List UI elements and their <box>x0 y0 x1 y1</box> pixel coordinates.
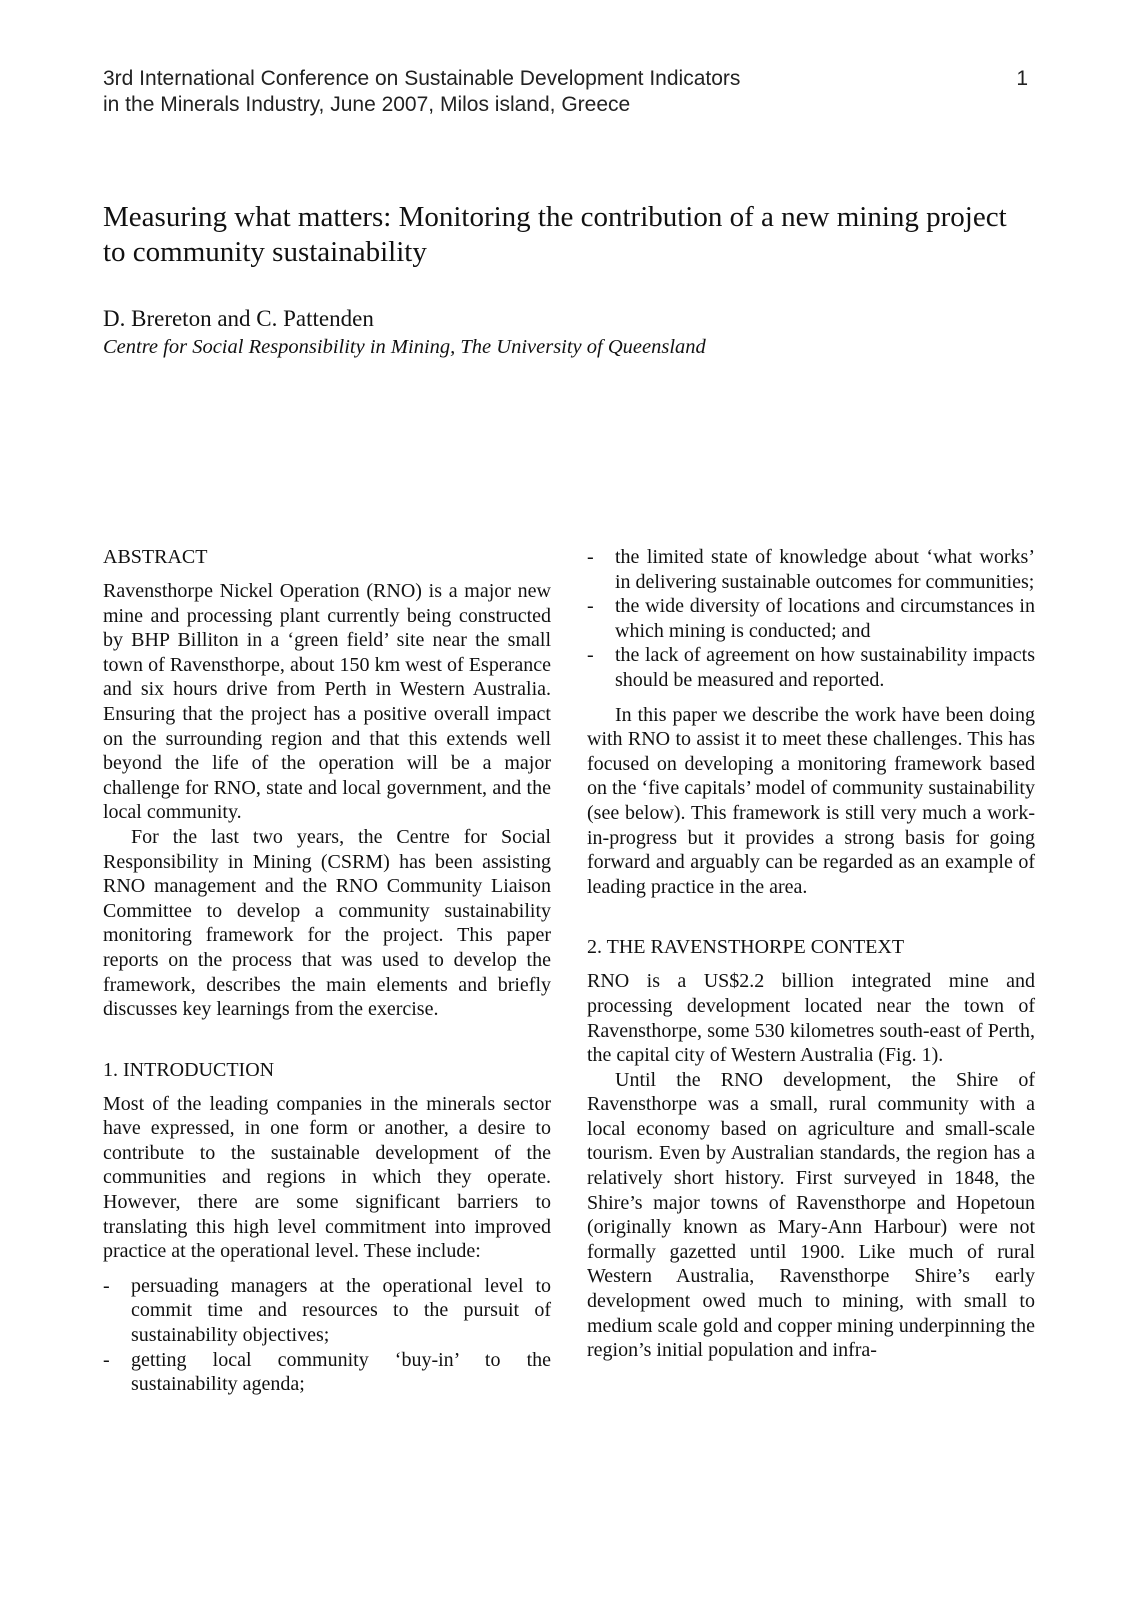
list-item: - persuading managers at the operational level to commit time and resources to the pursuit of sustainability objectives; <box>103 1274 551 1348</box>
list-item: - getting local community ‘buy-in’ to the sustainability agenda; <box>103 1348 551 1397</box>
barriers-list-left <box>103 1274 551 1397</box>
conference-line-2: in the Minerals Industry, June 2007, Milos island, Greece <box>103 93 631 116</box>
list-item: - the wide diversity of locations and circumstances in which mining is conducted; and <box>587 594 1035 643</box>
introduction-heading: 1. INTRODUCTION <box>103 1058 275 1081</box>
right-column <box>587 545 1035 1363</box>
paper-title: Measuring what matters: Monitoring the contribution of a new mining project to community sustainability <box>103 201 1007 268</box>
running-header <box>103 66 1028 118</box>
affiliation: Centre for Social Responsibility in Mining, The University of Queensland <box>103 336 706 358</box>
page-number: 1 <box>1016 67 1028 90</box>
introduction-closing-paragraph: In this paper we describe the work have been doing with RNO to assist it to meet these challenges. This has focused on developing a monitoring framework based on the ‘five capitals’ model of community sustainability (see below). This framework is still very much a work- in-progress but it provides a strong basis for going forward and arguably can be regarded as an example of leading practice in the area. <box>587 703 1035 898</box>
barriers-list-right <box>587 545 1035 693</box>
introduction-paragraph: Most of the leading companies in the minerals sector have expressed, in one form or another, a desire to contribute to the sustainable development of the communities and regions in which they operate. However, there are some significant barriers to translating this high level commitment into improved practice at the operational level. These include: <box>103 1092 551 1263</box>
abstract-paragraph-2: For the last two years, the Centre for Social Responsibility in Mining (CSRM) has been assisting RNO management and the RNO Community Liaison Committee to develop a community sustainability monitoring framework for the project. This paper reports on the process that was used to develop the framework, describes the main elements and briefly discusses key learnings from the exercise. <box>103 825 551 1021</box>
context-paragraph-1: RNO is a US$2.2 billion integrated mine and processing development located near the town of Ravensthorpe, some 530 kilometres south-east of Perth, the capital city of Western Australia (Fig. 1). <box>587 970 1035 1067</box>
abstract-heading: ABSTRACT <box>103 546 208 568</box>
left-column <box>103 545 551 1397</box>
context-paragraph-2: Until the RNO development, the Shire of Ravensthorpe was a small, rural community with a local economy based on agriculture and small-scale tourism. Even by Australian standards, the region has a relatively short history. First surveyed in 1848, the Shire’s major towns of Ravensthorpe and Hopetoun (originally known as Mary-Ann Harbour) were not formally gazetted until 1900. Like much of rural Western Australia, Ravensthorpe Shire’s early development owed much to mining, with small to medium scale gold and copper mining underpinning the region’s initial population and infra- <box>587 1068 1035 1362</box>
authors: D. Brereton and C. Pattenden <box>103 306 374 331</box>
list-item: - the limited state of knowledge about ‘what works’ in delivering sustainable outcomes for communities; <box>587 545 1035 594</box>
abstract-paragraph-1: Ravensthorpe Nickel Operation (RNO) is a major new mine and processing plant currently being constructed by BHP Billiton in a ‘green field’ site near the small town of Ravensthorpe, about 150 km west of Esperance and six hours drive from Perth in Western Australia. Ensuring that the project has a positive overall impact on the surrounding region and that this extends well beyond the life of the operation will be a major challenge for RNO, state and local government, and the local community. <box>103 580 551 824</box>
list-item: - the lack of agreement on how sustainability impacts should be measured and reported. <box>587 643 1035 692</box>
context-heading: 2. THE RAVENSTHORPE CONTEXT <box>587 936 905 959</box>
conference-line-1: 3rd International Conference on Sustainable Development Indicators <box>103 67 741 90</box>
